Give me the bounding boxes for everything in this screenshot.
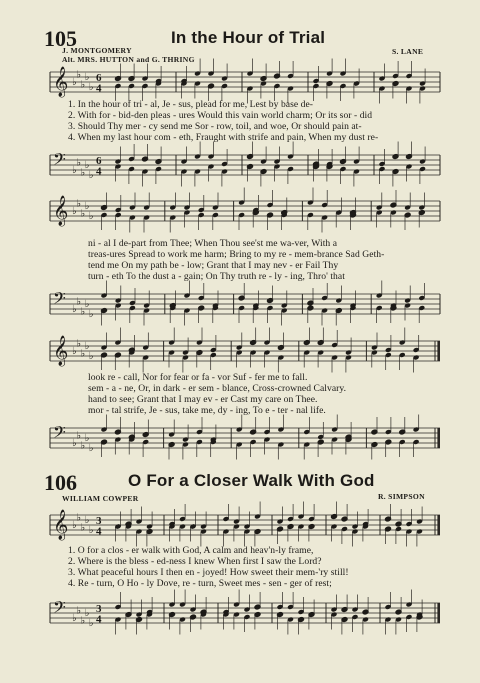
bass-clef-icon: 𝄢 <box>53 149 66 173</box>
bass-staff <box>50 595 440 635</box>
lyric-line: ni - al I de-part from Thee; When Thou see'st me wa-ver, With a <box>88 238 338 249</box>
flat-icon: ♭ <box>76 605 81 617</box>
flat-icon: ♭ <box>80 208 86 220</box>
bass-staff <box>50 147 440 187</box>
flat-icon: ♭ <box>84 160 90 171</box>
flat-icon: ♭ <box>88 82 94 93</box>
flat-icon: ♭ <box>76 198 81 210</box>
hymn-title: In the Hour of Trial <box>171 28 326 47</box>
lyric-line: 3. What peaceful hours I then en - joyed! How sweet their mem-'ry still! <box>68 567 349 578</box>
flat-icon: ♭ <box>84 515 90 526</box>
flat-icon: ♭ <box>88 211 94 222</box>
flat-icon: ♭ <box>72 304 77 315</box>
flat-icon: ♭ <box>80 79 86 91</box>
hymn-number: 105 <box>44 26 77 51</box>
treble-clef-icon: 𝄞 <box>53 510 69 540</box>
time-signature-top: 3 <box>96 515 102 527</box>
bass-clef-icon: 𝄢 <box>53 422 66 446</box>
flat-icon: ♭ <box>84 201 90 212</box>
time-signature-top: 3 <box>96 603 102 615</box>
lyric-line: hand to see; Grant that I may ev - er Cast my care on Thee. <box>88 394 318 405</box>
bass-staff <box>50 286 440 326</box>
hymn-author: J. MONTGOMERY <box>62 46 132 55</box>
treble-staff <box>50 193 440 233</box>
flat-icon: ♭ <box>80 615 86 627</box>
hymn-composer: R. SIMPSON <box>378 492 425 501</box>
flat-icon: ♭ <box>88 618 94 629</box>
time-signature-bottom: 4 <box>96 613 102 626</box>
flat-icon: ♭ <box>84 299 90 310</box>
flat-icon: ♭ <box>72 520 77 531</box>
treble-clef-icon: 𝄞 <box>53 336 69 366</box>
lyric-line: sem - a - ne, Or, in dark - er sem - blance, Cross-crowned Calvary. <box>88 383 347 394</box>
flat-icon: ♭ <box>76 296 81 308</box>
flat-icon: ♭ <box>76 69 81 81</box>
hymn-alteration: Alt. MRS. HUTTON and G. THRING <box>62 55 195 64</box>
flat-icon: ♭ <box>76 512 81 524</box>
lyric-line: look re - call, Nor for fear or fa - vor Suf - fer me to fall. <box>88 372 308 383</box>
hymn-composer: S. LANE <box>392 47 424 56</box>
flat-icon: ♭ <box>84 72 90 83</box>
bass-clef-icon: 𝄢 <box>53 288 66 312</box>
flat-icon: ♭ <box>76 338 81 350</box>
flat-icon: ♭ <box>72 165 77 176</box>
time-signature-bottom: 4 <box>96 525 102 538</box>
flat-icon: ♭ <box>88 525 94 536</box>
lyric-line: 2. With for - bid-den pleas - ures Would this vain world charm; Or its sor - did <box>68 110 373 121</box>
treble-staff <box>50 64 440 104</box>
treble-staff <box>50 333 440 373</box>
flat-icon: ♭ <box>80 440 86 452</box>
lyric-line: 4. When my last hour com - eth, Fraught with strife and pain, When my dust re- <box>68 132 379 143</box>
lyric-line: 1. In the hour of tri - al, Je - sus, plead for me, Lest by base de- <box>68 99 314 110</box>
lyric-line: tend me On my path be - low; Grant that I may nev - er Fail Thy <box>88 260 339 271</box>
lyric-line: 1. O for a clos - er walk with God, A calm and heav'n-ly frame, <box>68 545 314 556</box>
hymn-title: O For a Closer Walk With God <box>128 471 375 490</box>
flat-icon: ♭ <box>84 341 90 352</box>
flat-icon: ♭ <box>72 206 77 217</box>
treble-clef-icon: 𝄞 <box>53 196 69 226</box>
treble-clef-icon: 𝄞 <box>53 67 69 97</box>
bass-staff <box>50 420 440 460</box>
flat-icon: ♭ <box>72 438 77 449</box>
time-signature-bottom: 4 <box>96 82 102 95</box>
flat-icon: ♭ <box>80 306 86 318</box>
hymn-author: WILLIAM COWPER <box>62 494 139 503</box>
flat-icon: ♭ <box>72 346 77 357</box>
flat-icon: ♭ <box>80 522 86 534</box>
lyric-line: 4. Re - turn, O Ho - ly Dove, re - turn, Sweet mes - sen - ger of rest; <box>68 578 332 589</box>
flat-icon: ♭ <box>88 351 94 362</box>
flat-icon: ♭ <box>76 157 81 169</box>
flat-icon: ♭ <box>88 309 94 320</box>
lyric-line: turn - eth To the dust a - gain; On Thy truth re - ly - ing, Thro' that <box>88 271 345 282</box>
time-signature-top: 6 <box>96 155 102 167</box>
lyric-line: 2. Where is the bless - ed-ness I knew When first I saw the Lord? <box>68 556 322 567</box>
lyric-line: 3. Should Thy mer - cy send me Sor - row, toil, and woe, Or should pain at- <box>68 121 362 132</box>
flat-icon: ♭ <box>76 430 81 442</box>
flat-icon: ♭ <box>80 167 86 179</box>
time-signature-bottom: 4 <box>96 165 102 178</box>
flat-icon: ♭ <box>88 443 94 454</box>
flat-icon: ♭ <box>84 433 90 444</box>
flat-icon: ♭ <box>80 348 86 360</box>
time-signature-top: 6 <box>96 72 102 84</box>
flat-icon: ♭ <box>72 77 77 88</box>
bass-clef-icon: 𝄢 <box>53 597 66 621</box>
flat-icon: ♭ <box>88 170 94 181</box>
treble-staff <box>50 507 440 547</box>
hymn-number: 106 <box>44 470 77 495</box>
flat-icon: ♭ <box>84 608 90 619</box>
flat-icon: ♭ <box>72 613 77 624</box>
lyric-line: treas-ures Spread to work me harm; Bring to my re - mem-brance Sad Geth- <box>88 249 385 260</box>
lyric-line: mor - tal strife, Je - sus, take me, dy - ing, To e - ter - nal life. <box>88 405 326 416</box>
